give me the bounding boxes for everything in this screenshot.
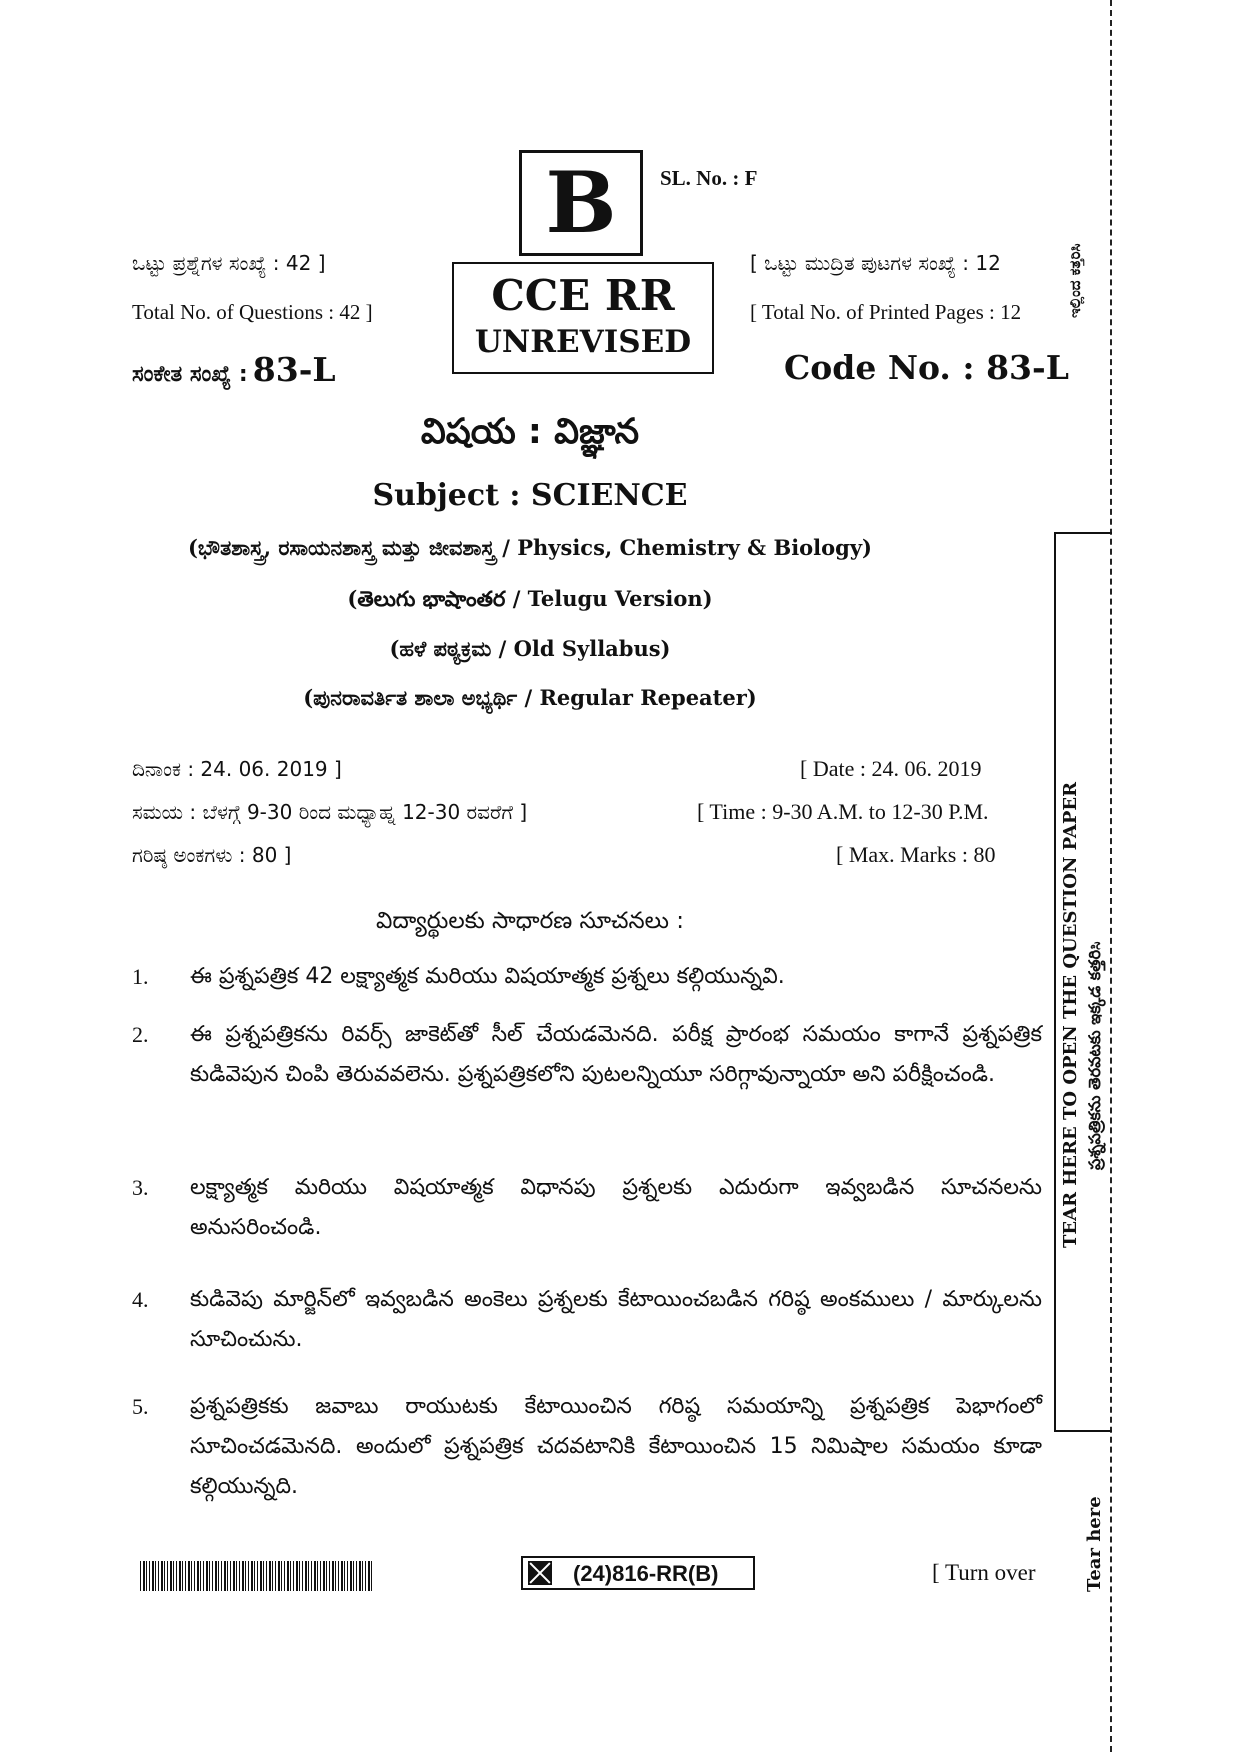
instruction-text: ఈ ప్రశ్నపత్రికను రివర్స్ జాకెట్‌తో సీల్ చేయడమెనది. పరీక్ష ప్రారంభ సమయం కాగానే ప్రశ్నపత్రిక కుడివెపున చింపి తెరువవలెను. ప్రశ్నపత్రికలోని పుటలన్నియూ సరిగ్గావున్నాయా అని పరీక్షించండి. xyxy=(190,1022,1042,1087)
subject-title-local: విషయ : విజ్ఞాన xyxy=(420,412,640,452)
total-questions-en: Total No. of Questions : 42 ] xyxy=(132,300,373,324)
subject-candidate: (ಪುನರಾವರ್ತಿತ ಶಾಲಾ ಅಭ್ಯರ್ಥಿ / Regular Repeater) xyxy=(303,685,757,710)
code-number-en: Code No. : 83-L xyxy=(784,348,1069,387)
instruction-text: ప్రశ్నపత్రికకు జవాబు రాయుటకు కేటాయించిన గరిష్ఠ సమయాన్ని ప్రశ్నపత్రిక పెభాగంలో సూచించడమెనది. అందులో ప్రశ్నపత్రిక చదవటానికి కేటాయించిన 15 నిమిషాల సమయం కూడా కల్గియున్నది. xyxy=(190,1394,1042,1499)
instruction-item xyxy=(132,957,1042,997)
subject-title-en: Subject : SCIENCE xyxy=(372,478,688,513)
tear-instruction-en: TEAR HERE TO OPEN THE QUESTION PAPER xyxy=(1060,781,1081,1248)
paper-code-box xyxy=(521,1556,755,1590)
paper-code: (24)816-RR(B) xyxy=(573,1561,719,1586)
subject-syllabus: (ಹಳೆ ಪಠ್ಯಕ್ರಮ / Old Syllabus) xyxy=(389,636,671,661)
cut-here-note: ಇಲ್ಲಿಂದ ಕತ್ತರಿಸಿ xyxy=(1066,243,1084,318)
code-kn-value: 83-L xyxy=(252,350,336,389)
time-kn: ಸಮಯ : ಬೆಳಗ್ಗೆ 9-30 ರಿಂದ ಮಧ್ಯಾಹ್ನ 12-30 ರವರೆಗೆ ] xyxy=(132,800,528,824)
instruction-number: 5. xyxy=(132,1394,149,1419)
tear-here-label: Tear here xyxy=(1084,1496,1105,1592)
exam-title: CCE RR xyxy=(491,271,675,320)
code-number-kn xyxy=(132,350,336,389)
subject-streams: (ಭೌತಶಾಸ್ತ್ರ, ರಸಾಯನಶಾಸ್ತ್ರ ಮತ್ತು ಜೀವಶಾಸ್ತ್ರ / Physics, Chemistry & Biology) xyxy=(187,535,872,560)
set-letter-box: B xyxy=(519,150,643,256)
instruction-text: కుడివెపు మార్జిన్‌లో ఇవ్వబడిన అంకెలు ప్రశ్నలకు కేటాయించబడిన గరిష్ఠ అంకములు / మార్కులను సూచించును. xyxy=(190,1287,1042,1352)
instruction-number: 2. xyxy=(132,1022,149,1047)
tear-instruction-local: ప్రశ్నపత్రికను తెరవటకు ఇక్కడ కత్తరిಸಿ xyxy=(1085,941,1104,1170)
sl-number: SL. No. : F xyxy=(660,166,758,190)
barcode xyxy=(140,1561,373,1591)
instruction-item xyxy=(132,1280,1042,1360)
exam-type-box xyxy=(452,262,714,374)
date-kn: ದಿನಾಂಕ : 24. 06. 2019 ] xyxy=(132,757,342,781)
code-kn-label: ಸಂಕೇತ ಸಂಖ್ಯೆ : xyxy=(132,362,248,387)
date-en: [ Date : 24. 06. 2019 xyxy=(800,756,982,781)
instruction-item xyxy=(132,1015,1042,1095)
instructions-heading: విద్యార్థులకు సాధారణ సూచనలు : xyxy=(375,908,685,934)
subject-version: (తెలుగు భాషాంతర / Telugu Version) xyxy=(347,586,713,611)
exam-subtitle: UNREVISED xyxy=(474,324,692,360)
marks-kn: ಗರಿಷ್ಠ ಅಂಕಗಳು : 80 ] xyxy=(132,843,292,867)
instruction-text: ఈ ప్రశ్నపత్రిక 42 లక్ష్యాత్మక మరియు విషయాత్మక ప్రశ్నలు కల్గియున్నవి. xyxy=(190,964,785,989)
total-pages-en: [ Total No. of Printed Pages : 12 xyxy=(750,300,1022,324)
instruction-number: 3. xyxy=(132,1175,149,1200)
total-questions-kn: ಒಟ್ಟು ಪ್ರಶ್ನೆಗಳ ಸಂಖ್ಯೆ : 42 ] xyxy=(132,251,326,275)
marks-en: [ Max. Marks : 80 xyxy=(836,842,996,867)
instruction-number: 1. xyxy=(132,964,149,989)
total-pages-kn: [ ಒಟ್ಟು ಮುದ್ರಿತ ಪುಟಗಳ ಸಂಖ್ಯೆ : 12 xyxy=(750,251,1001,275)
paper-code-icon xyxy=(528,1561,552,1585)
instruction-item xyxy=(132,1168,1042,1248)
instruction-text: లక్ష్యాత్మక మరియు విషయాత్మక విధానపు ప్రశ్నలకు ఎదురుగా ఇవ్వబడిన సూచనలను అనుసరించండి. xyxy=(190,1175,1042,1240)
turn-over: [ Turn over xyxy=(932,1560,1036,1585)
instruction-item xyxy=(132,1387,1042,1507)
time-en: [ Time : 9-30 A.M. to 12-30 P.M. xyxy=(697,799,989,824)
instruction-number: 4. xyxy=(132,1287,149,1312)
